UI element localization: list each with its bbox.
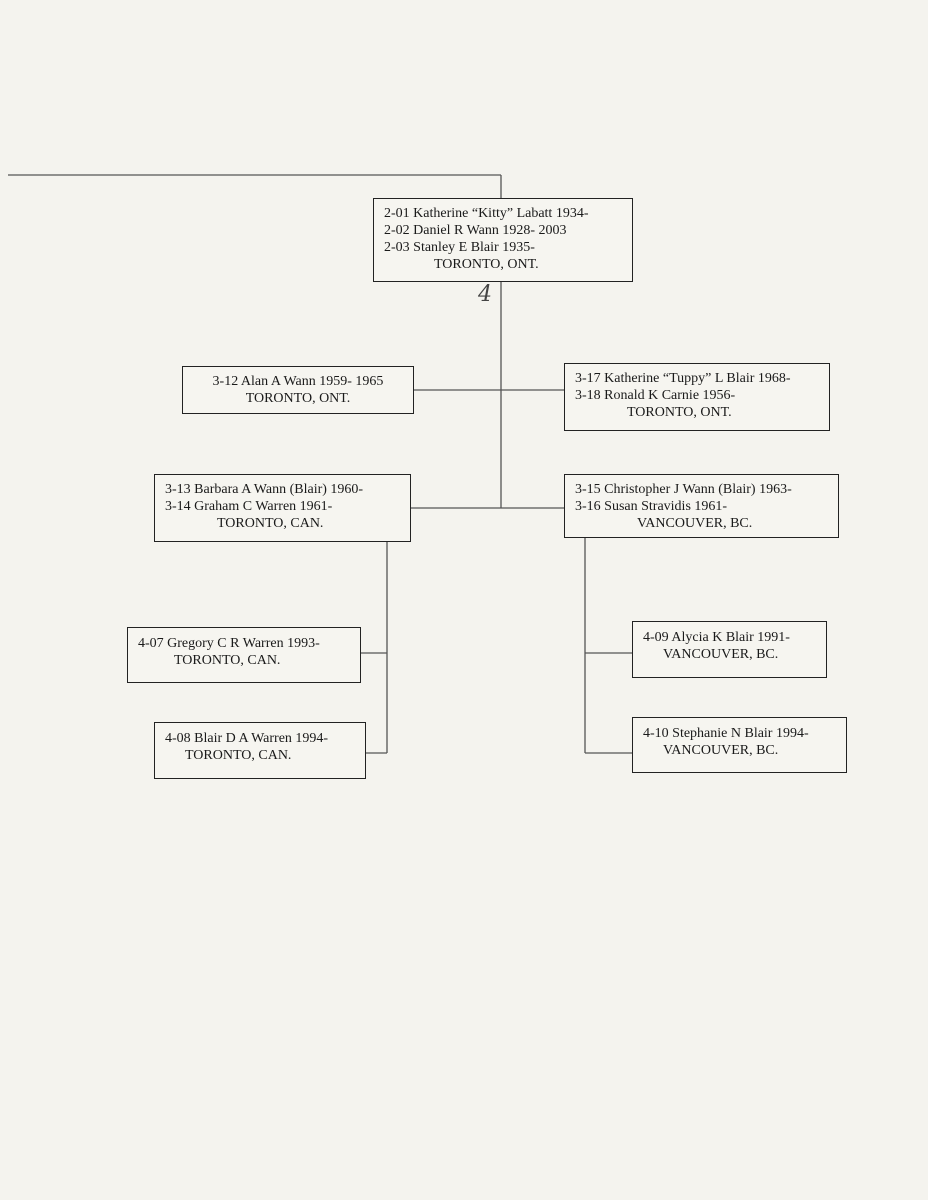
node-location: TORONTO, CAN. [174, 653, 281, 668]
node-line: 3-17 Katherine “Tuppy” L Blair 1968- [575, 371, 791, 386]
node-location: TORONTO, ONT. [627, 405, 732, 420]
node-line: 2-03 Stanley E Blair 1935- [384, 240, 535, 255]
node-alan [182, 366, 414, 414]
node-line: 3-12 Alan A Wann 1959- 1965 [212, 374, 384, 389]
handwritten-note: 4 [478, 282, 492, 307]
node-stephanie [632, 717, 847, 773]
node-katherine-tuppy [564, 363, 830, 431]
node-location: TORONTO, CAN. [185, 748, 292, 763]
node-line: 4-07 Gregory C R Warren 1993- [138, 636, 320, 651]
node-line: 4-08 Blair D A Warren 1994- [165, 731, 329, 746]
node-location: VANCOUVER, BC. [663, 647, 779, 662]
node-line: 4-09 Alycia K Blair 1991- [643, 630, 790, 645]
node-blair [154, 722, 366, 779]
node-christopher [564, 474, 839, 538]
node-alycia [632, 621, 827, 678]
node-line: 3-14 Graham C Warren 1961- [165, 499, 333, 514]
node-location: TORONTO, CAN. [217, 516, 324, 531]
node-line: 4-10 Stephanie N Blair 1994- [643, 726, 809, 741]
node-barbara [154, 474, 411, 542]
node-location: VANCOUVER, BC. [637, 516, 753, 531]
node-gregory [127, 627, 361, 683]
node-line: 3-13 Barbara A Wann (Blair) 1960- [165, 482, 364, 497]
node-line: 3-16 Susan Stravidis 1961- [575, 499, 728, 514]
node-line: 2-01 Katherine “Kitty” Labatt 1934- [384, 206, 589, 221]
node-line: 2-02 Daniel R Wann 1928- 2003 [384, 223, 567, 238]
node-location: TORONTO, ONT. [245, 391, 351, 406]
node-gen2 [373, 198, 633, 282]
node-location: TORONTO, ONT. [434, 257, 539, 272]
node-line: 3-18 Ronald K Carnie 1956- [575, 388, 736, 403]
node-line: 3-15 Christopher J Wann (Blair) 1963- [575, 482, 792, 497]
node-location: VANCOUVER, BC. [663, 743, 779, 758]
